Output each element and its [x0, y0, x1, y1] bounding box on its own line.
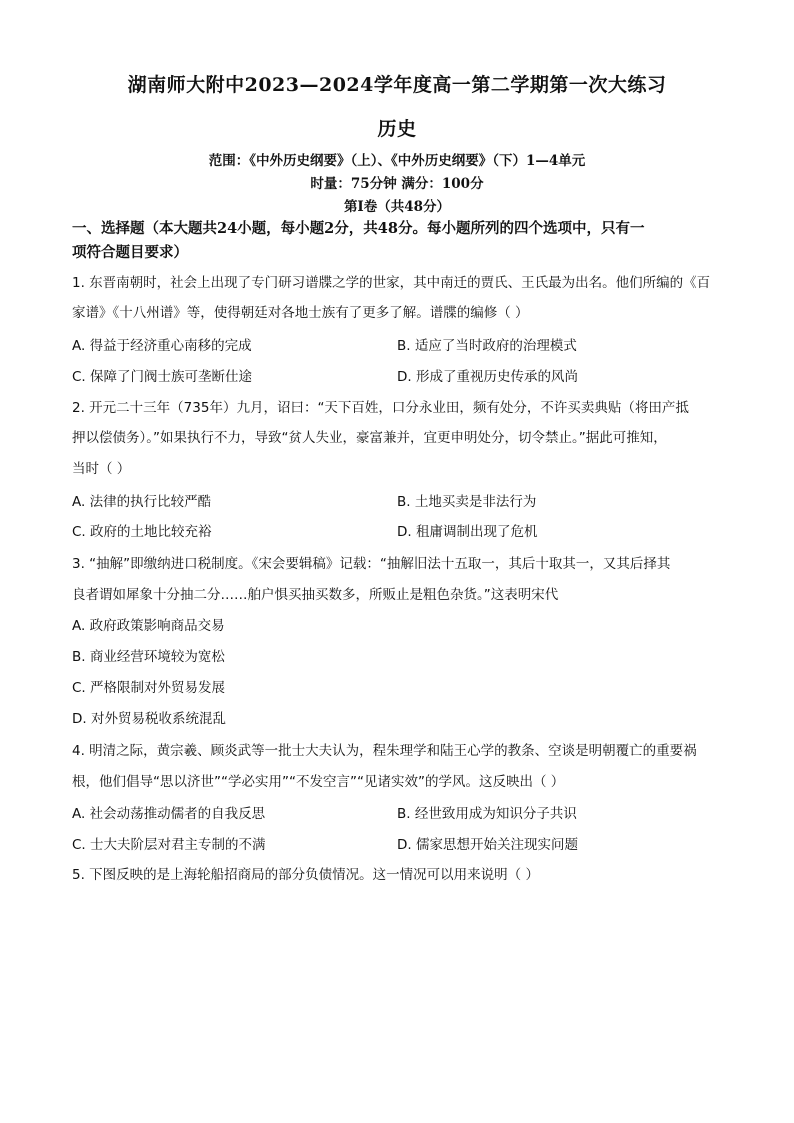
- option-b[interactable]: B. 适应了当时政府的治理模式: [397, 338, 577, 354]
- question-text-line: 2. 开元二十三年（735年）九月，诏曰：“天下百姓，口分永业田，频有处分，不许买卖典贴（将田产抵: [72, 400, 689, 416]
- question-text-line: 根，他们倡导“思以济世”“学必实用”“不发空言”“见诸实效”的学风。这反映出（ ）: [72, 774, 565, 790]
- exam-time-score: 时量：75分钟 满分：100分: [310, 176, 484, 192]
- option-a[interactable]: A. 法律的执行比较严酷: [72, 494, 212, 510]
- option-d[interactable]: D. 儒家思想开始关注现实问题: [397, 837, 578, 853]
- volume-heading: 第Ⅰ卷（共48分）: [343, 199, 451, 215]
- option-d[interactable]: D. 对外贸易税收系统混乱: [72, 711, 226, 727]
- question-text-line: 押以偿债务）。”如果执行不力，导致“贫人失业，豪富兼并，宜更申明处分，切令禁止。”据此可推知，: [72, 430, 667, 446]
- option-b[interactable]: B. 经世致用成为知识分子共识: [397, 806, 577, 822]
- question-text-line: 1. 东晋南朝时，社会上出现了专门研习谱牒之学的世家，其中南迁的贾氏、王氏最为出名。他们所编的《百: [72, 275, 711, 291]
- section-heading-line: 项符合题目要求）: [72, 244, 188, 261]
- option-c[interactable]: C. 政府的土地比较充裕: [72, 524, 212, 540]
- option-c[interactable]: C. 士大夫阶层对君主专制的不满: [72, 837, 266, 853]
- section-heading: [72, 217, 728, 265]
- question-text-line: 良者谓如犀象十分抽二分……舶户惧买抽买数多，所贩止是粗色杂货。”这表明宋代: [72, 587, 559, 603]
- section-heading-line: 一、选择题（本大题共24小题，每小题2分，共48分。每小题所列的四个选项中，只有一: [72, 220, 645, 237]
- option-a[interactable]: A. 社会动荡推动儒者的自我反思: [72, 806, 266, 822]
- exam-title: 湖南师大附中2023—2024学年度高一第二学期第一次大练习: [127, 74, 667, 96]
- question-text-line: 5. 下图反映的是上海轮船招商局的部分负债情况。这一情况可以用来说明（ ）: [72, 867, 539, 883]
- option-b[interactable]: B. 土地买卖是非法行为: [397, 494, 537, 510]
- question-text-line: 4. 明清之际，黄宗羲、顾炎武等一批士大夫认为，程朱理学和陆王心学的教条、空谈是明朝覆亡的重要祸: [72, 743, 697, 759]
- option-a[interactable]: A. 政府政策影响商品交易: [72, 618, 225, 634]
- option-d[interactable]: D. 租庸调制出现了危机: [397, 524, 538, 540]
- question-text-line: 当时（ ）: [72, 461, 131, 477]
- subject-title: 历史: [377, 118, 417, 140]
- exam-scope: 范围：《中外历史纲要》（上）、《中外历史纲要》（下）1—4单元: [208, 153, 586, 169]
- option-a[interactable]: A. 得益于经济重心南移的完成: [72, 338, 252, 354]
- option-c[interactable]: C. 保障了门阀士族可垄断仕途: [72, 369, 253, 385]
- question-text-line: 3. “抽解”即缴纳进口税制度。《宋会要辑稿》记载：“抽解旧法十五取一，其后十取其一，又其后择其: [72, 556, 671, 572]
- option-c[interactable]: C. 严格限制对外贸易发展: [72, 680, 226, 696]
- option-d[interactable]: D. 形成了重视历史传承的风尚: [397, 369, 578, 385]
- question-text-line: 家谱》《十八州谱》等，使得朝廷对各地士族有了更多了解。谱牒的编修（ ）: [72, 305, 529, 321]
- option-b[interactable]: B. 商业经营环境较为宽松: [72, 649, 225, 665]
